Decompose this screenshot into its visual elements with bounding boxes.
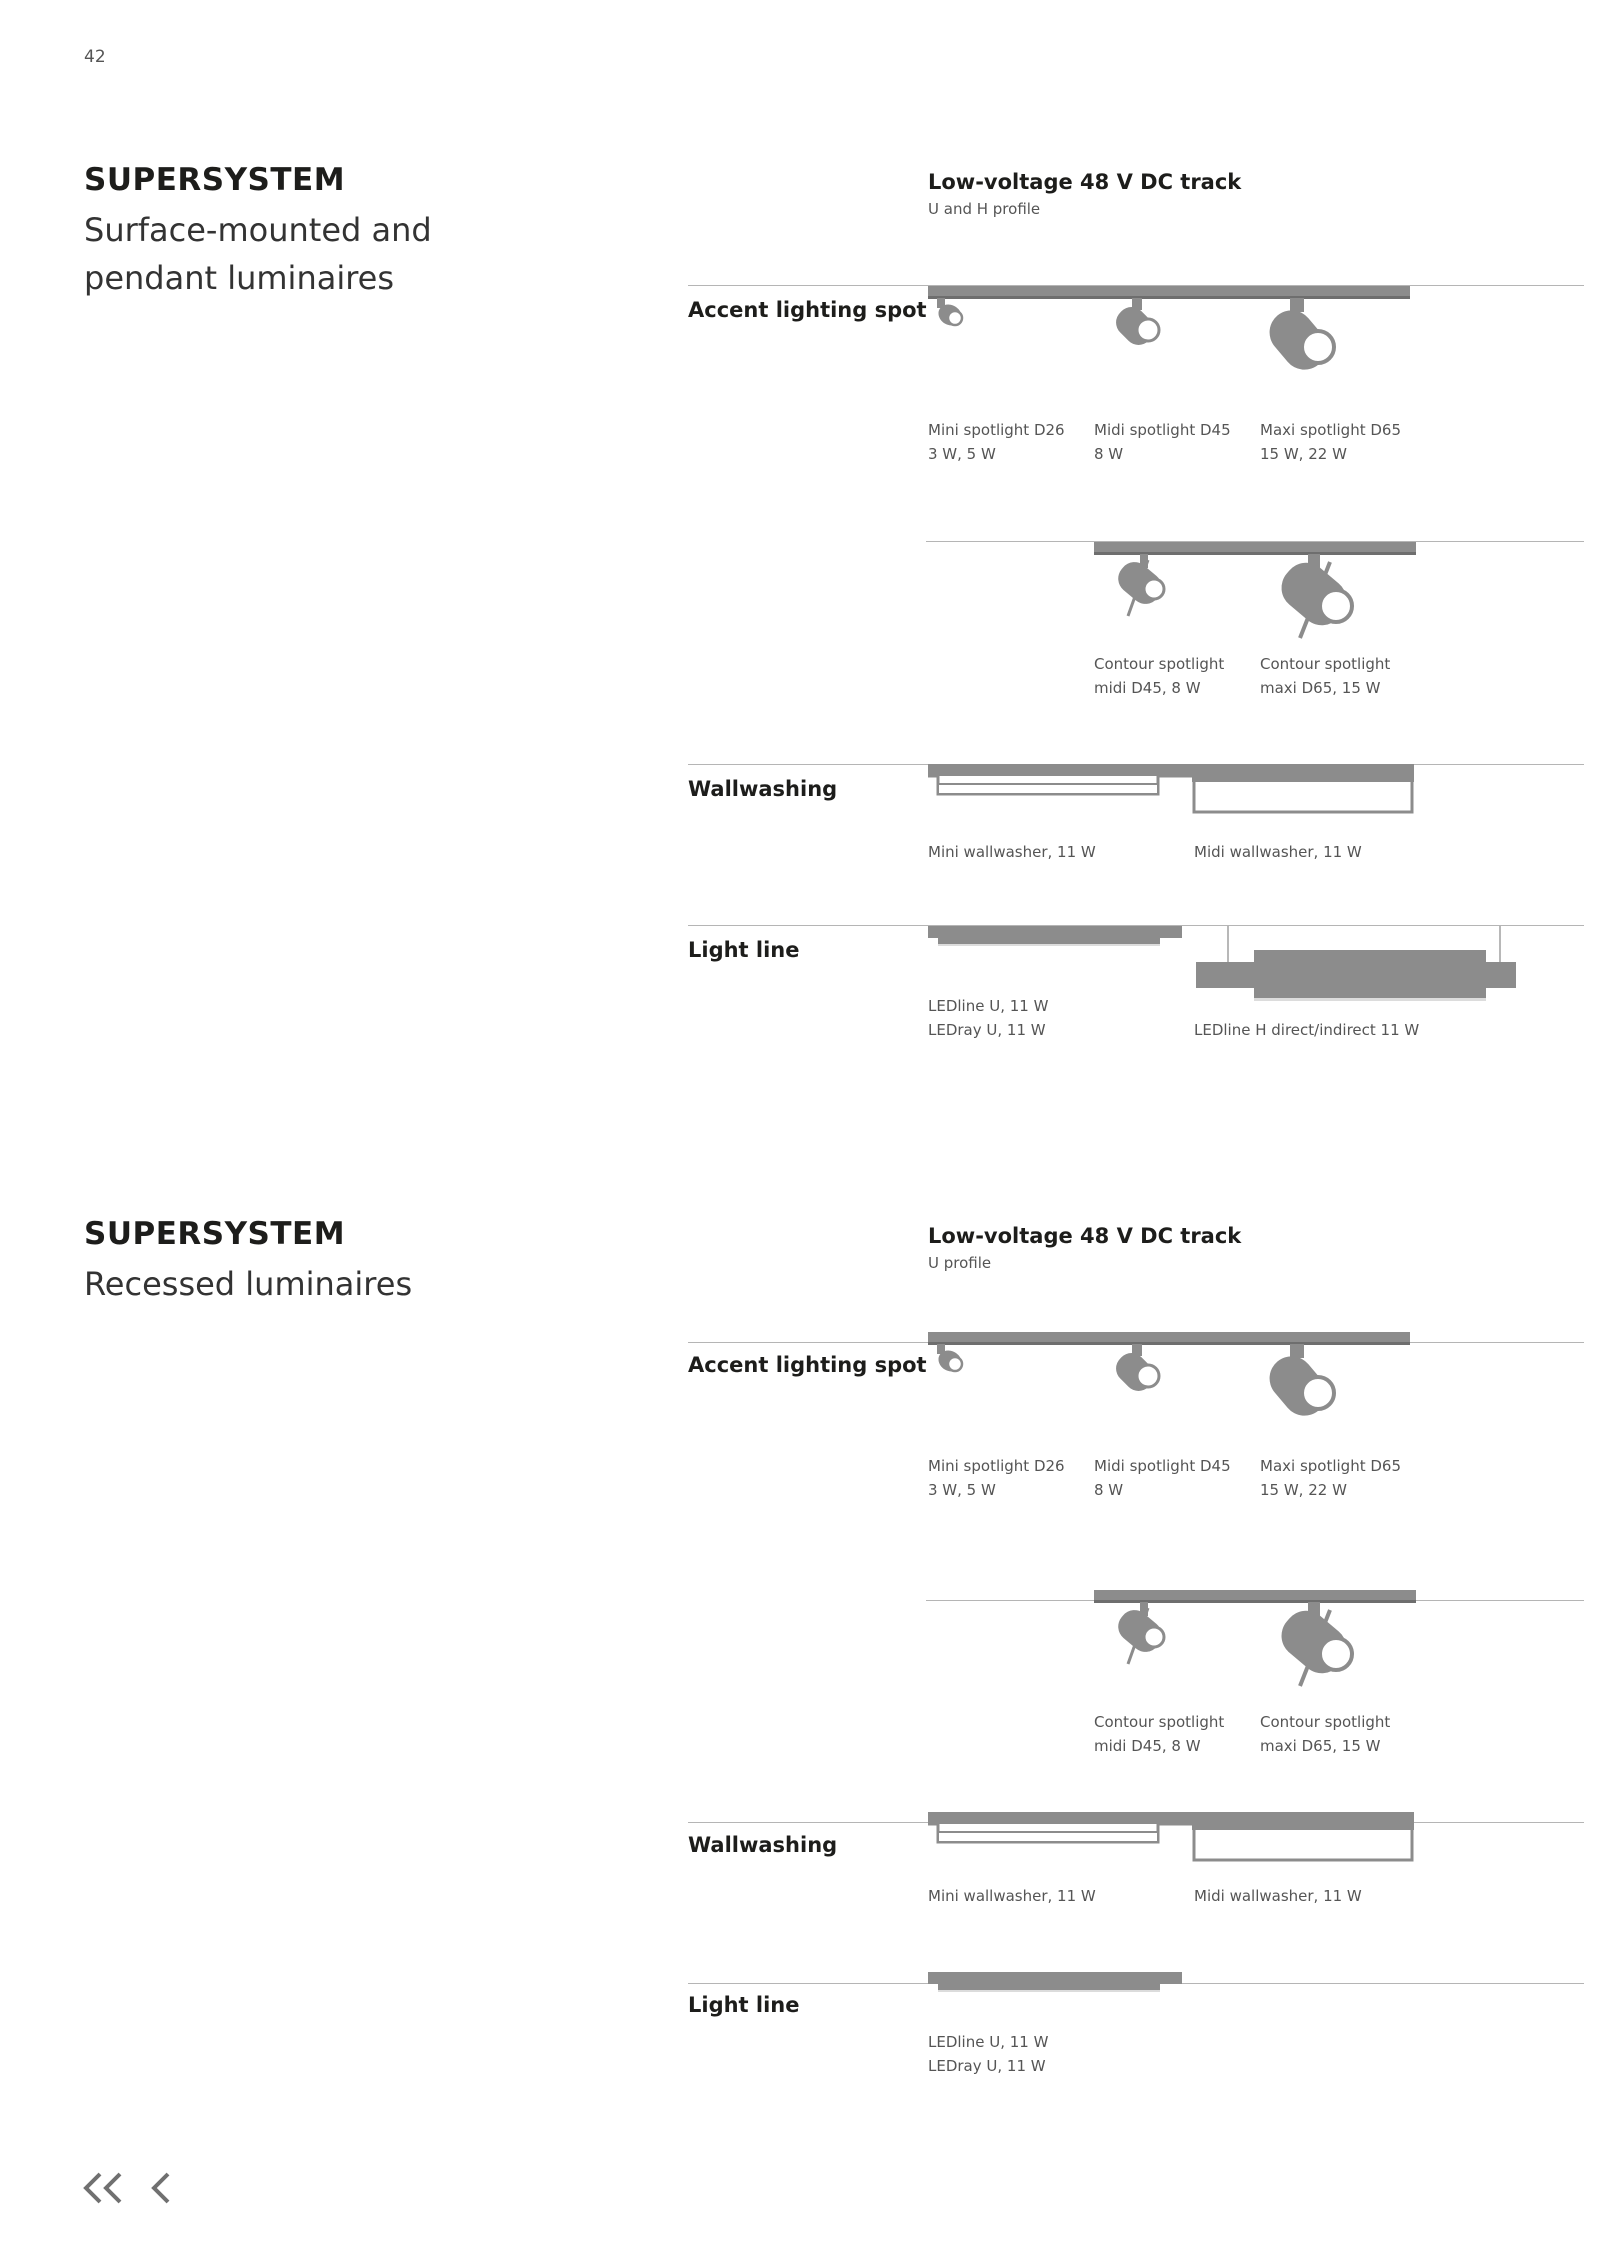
product-caption: [928, 1884, 1096, 1908]
mini-wallwasher-icon: [928, 776, 1192, 794]
caption-line: Contour spotlight: [1260, 655, 1391, 673]
accent-spot-illustration: [920, 1326, 1420, 1436]
row-label-lightline: Light line: [688, 938, 800, 962]
caption-line: 15 W, 22 W: [1260, 1481, 1347, 1499]
track-title: Low-voltage 48 V DC track: [928, 1224, 1242, 1248]
contour-midi-icon: [1112, 1602, 1168, 1664]
caption-line: Contour spotlight: [1260, 1713, 1391, 1731]
contour-maxi-icon: [1273, 1602, 1356, 1686]
ledline-h-icon: [1196, 926, 1516, 1001]
product-caption: [1094, 1454, 1231, 1502]
row-label-accent: Accent lighting spot: [688, 298, 927, 322]
caption-line: maxi D65, 15 W: [1260, 1737, 1381, 1755]
caption-line: LEDline H direct/indirect 11 W: [1194, 1021, 1420, 1039]
double-chevron-left-icon: [80, 2168, 126, 2208]
caption-line: Midi wallwasher, 11 W: [1194, 843, 1362, 861]
midi-spotlight-icon: [1110, 298, 1159, 351]
caption-line: Contour spotlight: [1094, 1713, 1225, 1731]
caption-line: Midi spotlight D45: [1094, 421, 1231, 439]
caption-line: 8 W: [1094, 445, 1124, 463]
previous-page-button[interactable]: [148, 2168, 174, 2218]
track-subtitle: U profile: [928, 1254, 992, 1272]
contour-spot-illustration: [1090, 1586, 1420, 1696]
caption-line: LEDray U, 11 W: [928, 2057, 1046, 2075]
midi-spotlight-icon: [1110, 1344, 1159, 1397]
ledline-u-icon: [928, 1972, 1182, 1992]
track-subtitle: U and H profile: [928, 200, 1041, 218]
product-caption: [1094, 418, 1231, 466]
caption-line: Contour spotlight: [1094, 655, 1225, 673]
wallwasher-illustration: [924, 1808, 1424, 1868]
product-caption: [1194, 1884, 1362, 1908]
mini-spotlight-icon: [935, 1344, 966, 1376]
contour-maxi-icon: [1273, 554, 1356, 638]
caption-line: midi D45, 8 W: [1094, 679, 1201, 697]
ledline-u-icon: [928, 926, 1182, 946]
mini-spotlight-icon: [935, 298, 966, 330]
section-subtitle-line: Surface-mounted and: [84, 211, 432, 249]
product-caption: [928, 994, 1048, 1042]
product-caption: [1094, 1710, 1224, 1758]
product-caption: [1094, 652, 1224, 700]
caption-line: LEDline U, 11 W: [928, 997, 1049, 1015]
caption-line: Mini wallwasher, 11 W: [928, 1887, 1096, 1905]
product-caption: [1260, 418, 1401, 466]
caption-line: 3 W, 5 W: [928, 1481, 996, 1499]
section-subtitle-line: Recessed luminaires: [84, 1265, 413, 1303]
product-caption: [928, 1454, 1065, 1502]
caption-line: 15 W, 22 W: [1260, 445, 1347, 463]
page-number: 42: [84, 47, 106, 67]
product-caption: [1260, 652, 1390, 700]
caption-line: Mini wallwasher, 11 W: [928, 843, 1096, 861]
track-title: Low-voltage 48 V DC track: [928, 170, 1242, 194]
section-title: SUPERSYSTEM: [84, 1216, 346, 1252]
contour-midi-icon: [1112, 554, 1168, 616]
row-label-wallwashing: Wallwashing: [688, 1833, 838, 1857]
caption-line: LEDline U, 11 W: [928, 2033, 1049, 2051]
midi-wallwasher-icon: [1192, 772, 1414, 812]
caption-line: Maxi spotlight D65: [1260, 421, 1401, 439]
row-label-wallwashing: Wallwashing: [688, 777, 838, 801]
caption-line: maxi D65, 15 W: [1260, 679, 1381, 697]
product-caption: [1260, 1454, 1401, 1502]
accent-spot-illustration: [920, 280, 1420, 390]
product-caption: [928, 840, 1096, 864]
caption-line: midi D45, 8 W: [1094, 1737, 1201, 1755]
section-subtitle: [84, 1260, 412, 1308]
caption-line: 8 W: [1094, 1481, 1124, 1499]
product-caption: [1260, 1710, 1390, 1758]
caption-line: Mini spotlight D26: [928, 421, 1065, 439]
section-subtitle: [84, 206, 432, 302]
product-caption: [1194, 840, 1362, 864]
caption-line: Midi wallwasher, 11 W: [1194, 1887, 1362, 1905]
product-caption: [928, 2030, 1048, 2078]
caption-line: LEDray U, 11 W: [928, 1021, 1046, 1039]
row-label-lightline: Light line: [688, 1993, 800, 2017]
chevron-left-icon: [148, 2168, 174, 2208]
section-subtitle-line: pendant luminaires: [84, 259, 395, 297]
wallwasher-illustration: [924, 760, 1424, 820]
caption-line: Maxi spotlight D65: [1260, 1457, 1401, 1475]
contour-spot-illustration: [1090, 538, 1420, 648]
caption-line: 3 W, 5 W: [928, 445, 996, 463]
first-page-button[interactable]: [80, 2168, 126, 2218]
caption-line: Mini spotlight D26: [928, 1457, 1065, 1475]
maxi-spotlight-icon: [1261, 298, 1336, 379]
product-caption: [928, 418, 1065, 466]
maxi-spotlight-icon: [1261, 1344, 1336, 1425]
lightline-illustration: [924, 1966, 1194, 2006]
product-caption: [1194, 1018, 1419, 1042]
mini-wallwasher-icon: [928, 1824, 1192, 1842]
row-label-accent: Accent lighting spot: [688, 1353, 927, 1377]
caption-line: Midi spotlight D45: [1094, 1457, 1231, 1475]
section-title: SUPERSYSTEM: [84, 162, 346, 198]
midi-wallwasher-icon: [1192, 1820, 1414, 1860]
